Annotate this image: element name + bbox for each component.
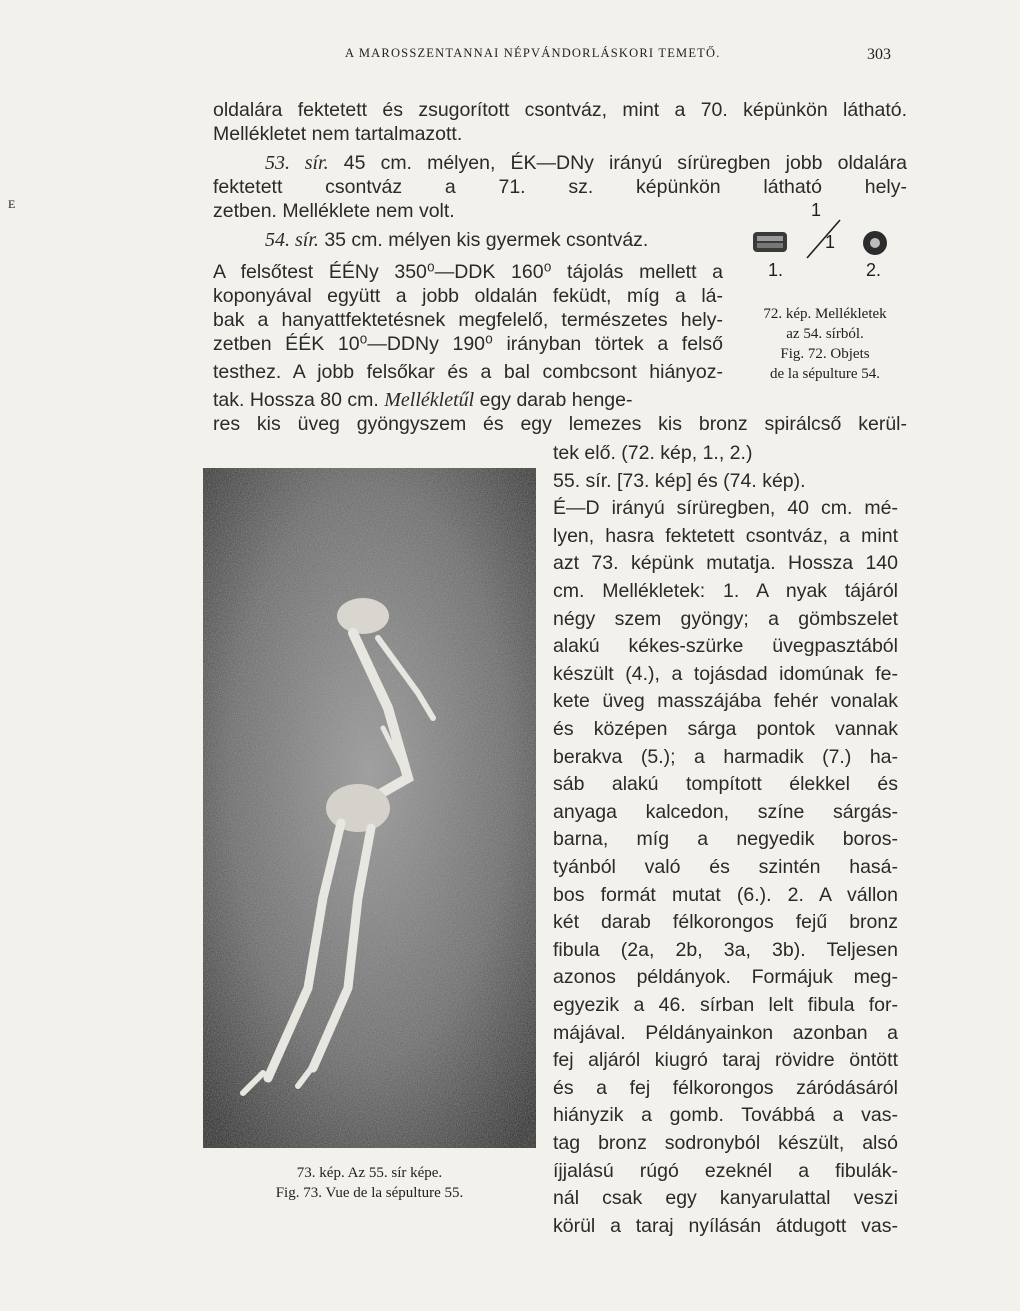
- caption-line: de la sépulture 54.: [770, 366, 880, 382]
- text-line: res kis üveg gyöngyszem és egy lemezes kis bronz spirálcső kerül-: [213, 413, 907, 435]
- right-column-line: májával. Példányainkon azonban a: [553, 1021, 898, 1044]
- right-column-line: fibula (2a, 2b, 3a, 3b). Teljesen: [553, 938, 898, 961]
- right-column-line: íjjalású rúgó ezeknél a fibulák-: [553, 1159, 898, 1182]
- text-line: [213, 151, 907, 175]
- caption-line: Fig. 72. Objets: [780, 346, 870, 362]
- right-column-line: lyen, hasra fektetett csontváz, a mint: [553, 524, 898, 547]
- grave-54-line-1: 35 cm. mélyen kis gyermek csontváz.: [324, 229, 649, 251]
- right-column-line: azt 73. képünk mutatja. Hossza 140: [553, 552, 898, 575]
- running-title: A MAROSSZENTANNAI NÉPVÁNDORLÁSKORI TEMETŐ.: [345, 46, 721, 60]
- right-column-line: egyezik a 46. sírban lelt fibula for-: [553, 994, 898, 1016]
- right-column-line: É—D irányú sírüregben, 40 cm. mé-: [553, 497, 898, 520]
- spiral-tube-icon: [753, 232, 787, 252]
- right-column-line: anyaga kalcedon, színe sárgás-: [553, 800, 898, 823]
- text-line: [213, 228, 648, 252]
- caption-line: Fig. 73. Vue de la sépulture 55.: [275, 1185, 464, 1201]
- right-column-line: 55. sír. [73. kép] és (74. kép).: [553, 469, 806, 492]
- figure-72-objects: [745, 200, 915, 285]
- figure-73-caption: [203, 1163, 536, 1203]
- fraction-denominator: 1: [825, 232, 836, 252]
- text-line: oldalára fektetett és zsugorított csontváz, mint a 70. képünkön látható.: [213, 99, 907, 121]
- grave-54-line-end: egy darab henge-: [479, 389, 633, 411]
- caption-line: az 54. sírból.: [786, 326, 864, 342]
- right-column-line: barna, míg a negyedik boros-: [553, 828, 898, 851]
- right-column-line: bos formát mutat (6.). 2. A vállon: [553, 883, 898, 906]
- right-column-line: tek elő. (72. kép, 1., 2.): [553, 442, 753, 464]
- text-line: A felsőtest ÉÉNy 350⁰—DDK 160⁰ tájolás mellett a: [213, 261, 723, 283]
- text-line: [213, 388, 723, 412]
- grave-54-italic-word: Mellékletűl: [384, 389, 475, 411]
- right-column-line: tyánból való és szintén hasá-: [553, 856, 898, 878]
- text-line: bak a hanyattfektetésnek megfelelő, természetes hely-: [213, 309, 723, 331]
- object-2-label: 2.: [866, 260, 882, 280]
- text-line: Mellékletet nem tartalmazott.: [213, 123, 463, 145]
- right-column-line: fej aljáról kiugró taraj rövidre öntött: [553, 1049, 898, 1072]
- right-column-line: alakú kékes-szürke üvegpasztából: [553, 635, 898, 658]
- right-column-line: sáb alakú tompított élekkel és: [553, 773, 898, 796]
- fraction-numerator: 1: [811, 200, 822, 220]
- right-column-line: készült (4.), a tojásdad idomúnak fe-: [553, 662, 898, 685]
- figure-72-caption: [730, 304, 920, 384]
- edge-mark: E: [8, 197, 16, 211]
- text-line: koponyával együtt a jobb oldalán feküdt, míg a lá-: [213, 285, 723, 307]
- right-column-line: négy szem gyöngy; a gömbszelet: [553, 607, 898, 630]
- right-column-line: azonos példányok. Formájuk meg-: [553, 966, 898, 989]
- grave-53-line-1: 45 cm. mélyen, ÉK—DNy irányú sírüregben jobb oldalára: [343, 152, 908, 174]
- object-1-label: 1.: [768, 260, 784, 280]
- right-column-line: nál csak egy kanyarulattal veszi: [553, 1187, 898, 1210]
- grave-53-label: 53. sír.: [265, 152, 329, 174]
- text-line: zetben. Melléklete nem volt.: [213, 200, 455, 222]
- right-column-line: két darab félkorongos fejű bronz: [553, 911, 898, 934]
- grave-photograph: [203, 468, 536, 1148]
- right-column-line: és a fej félkorongos záródásáról: [553, 1076, 898, 1099]
- caption-line: 72. kép. Mellékletek: [763, 306, 887, 322]
- right-column-line: kete üveg masszájába fehér vonalak: [553, 690, 898, 713]
- right-column-line: berakva (5.); a harmadik (7.) ha-: [553, 745, 898, 768]
- right-column-line: és középen sárga pontok vannak: [553, 718, 898, 740]
- right-column-line: körül a taraj nyílásán átdugott vas-: [553, 1214, 898, 1237]
- page-number: 303: [867, 46, 891, 63]
- caption-line: 73. kép. Az 55. sír képe.: [296, 1165, 443, 1181]
- grave-54-label: 54. sír.: [265, 229, 319, 251]
- right-column-line: cm. Mellékletek: 1. A nyak tájáról: [553, 580, 898, 602]
- grave-54-length: tak. Hossza 80 cm.: [213, 389, 379, 411]
- right-column-line: hiányzik a gomb. Továbbá a vas-: [553, 1104, 898, 1127]
- right-column-line: tag bronz sodronyból készült, alsó: [553, 1132, 898, 1154]
- text-line: fektetett csontváz a 71. sz. képünkön látható hely-: [213, 176, 907, 198]
- text-line: testhez. A jobb felsőkar és a bal combcsont hiányoz-: [213, 361, 723, 383]
- text-line: zetben ÉÉK 10⁰—DDNy 190⁰ irányban törtek a felső: [213, 333, 723, 355]
